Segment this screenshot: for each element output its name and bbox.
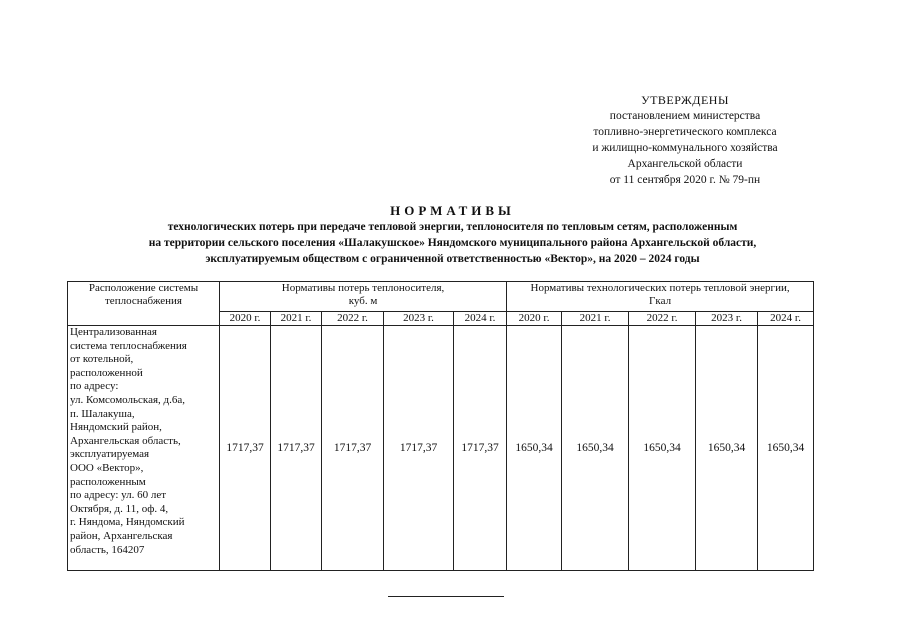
approval-line: и жилищно-коммунального хозяйства [592,142,778,154]
location-line: по адресу: ул. 60 лет [70,489,167,502]
location-cell [68,326,220,571]
approval-heading: УТВЕРЖДЕНЫ [641,93,729,107]
coolant-header-unit: куб. м [348,295,378,307]
location-line: система теплоснабжения [70,339,187,352]
location-line: Няндомский район, [70,421,162,434]
location-header [68,282,220,326]
location-line: п. Шалакуша, [70,407,135,420]
year-header-coolant: 2024 г. [454,312,507,326]
year-header-heat: 2022 г. [629,312,696,326]
coolant-header-line: Нормативы потерь теплоносителя, [281,282,445,294]
location-line: ООО «Вектор», [70,461,144,474]
coolant-value-cell: 1717,37 [454,326,507,571]
approval-line: постановлением министерства [609,110,761,122]
location-line: от котельной, [70,353,134,366]
heat-header-line: Нормативы технологических потерь тепловой энергии, [530,282,790,294]
heat-group-header [507,282,814,312]
year-header-heat: 2023 г. [696,312,758,326]
coolant-value-cell: 1717,37 [322,326,384,571]
year-header-heat: 2024 г. [758,312,814,326]
location-line: расположенной [70,366,143,379]
year-header-coolant: 2023 г. [384,312,454,326]
year-header-heat: 2021 г. [562,312,629,326]
heat-value-cell: 1650,34 [562,326,629,571]
location-line: Централизованная [70,326,157,338]
heat-header-unit: Гкал [649,295,672,307]
document-title [60,203,845,267]
heat-value-cell: 1650,34 [696,326,758,571]
year-header-heat: 2020 г. [507,312,562,326]
approval-line: топливно-энергетического комплекса [593,126,777,138]
closing-divider [388,596,504,597]
year-header-coolant: 2022 г. [322,312,384,326]
location-line: район, Архангельская [70,529,173,542]
location-line: ул. Комсомольская, д.6а, [70,393,186,406]
location-header-line: теплоснабжения [105,295,182,307]
coolant-group-header [220,282,507,312]
approval-line: Архангельской области [627,158,743,170]
table-row [68,326,814,571]
norms-table [67,281,814,571]
location-header-line: Расположение системы [88,282,199,294]
year-header-coolant: 2021 г. [271,312,322,326]
coolant-value-cell: 1717,37 [271,326,322,571]
location-line: эксплуатируемая [70,448,150,461]
coolant-value-cell: 1717,37 [384,326,454,571]
approval-block [560,92,810,188]
location-line: по адресу: [70,380,119,393]
location-line: область, 164207 [70,543,145,556]
heat-value-cell: 1650,34 [507,326,562,571]
heat-value-cell: 1650,34 [629,326,696,571]
coolant-value-cell: 1717,37 [220,326,271,571]
location-line: г. Няндома, Няндомский [70,516,185,529]
title-line: на территории сельского поселения «Шалакушское» Няндомского муниципального района Архангельской области, [148,237,757,249]
location-line: расположенным [70,475,146,488]
title-line: технологических потерь при передаче тепловой энергии, теплоносителя по тепловым сетям, расположенным [167,221,738,233]
approval-line: от 11 сентября 2020 г. № 79-пн [609,174,761,186]
heat-value-cell: 1650,34 [758,326,814,571]
location-line: Октября, д. 11, оф. 4, [70,502,169,515]
title-line: эксплуатируемым обществом с ограниченной ответственностью «Вектор», на 2020 – 2024 годы [205,253,700,265]
year-header-coolant: 2020 г. [220,312,271,326]
location-line: Архангельская область, [70,434,181,447]
title-main: НОРМАТИВЫ [390,203,515,218]
